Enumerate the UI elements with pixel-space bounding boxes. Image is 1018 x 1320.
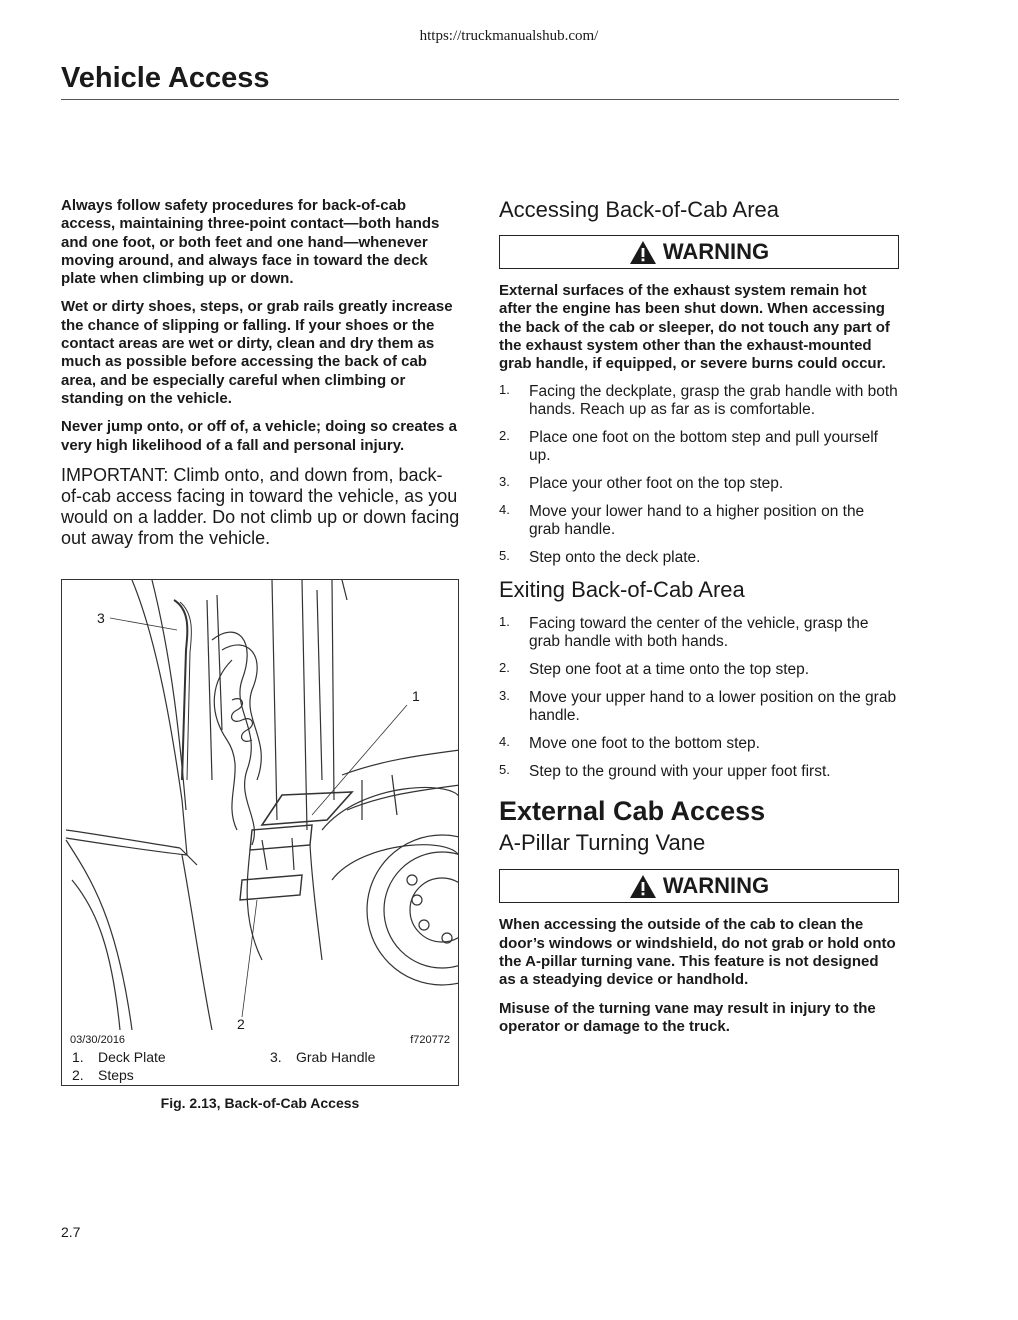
warning-label: WARNING — [662, 239, 770, 264]
important-note: IMPORTANT: Climb onto, and down from, back-of-cab access facing in toward the vehicle, as you would on a ladder. Do not climb up or down facing out away from the vehicle. — [61, 464, 460, 548]
legend-item-steps: 2. Steps — [72, 1067, 134, 1083]
safety-warning-never-jump: Never jump onto, or off of, a vehicle; doing so creates a very high likelihood of a fall and personal injury. — [61, 418, 457, 454]
figure-legend-left — [72, 1048, 166, 1084]
safety-warning-three-point: Always follow safety procedures for back-of-cab access, maintaining three-point contact—both hands and one foot, or both feet and one hand—whenever moving around, and always face in toward the deck plate when climbing up or down. — [61, 197, 440, 288]
back-of-cab-illustration — [62, 580, 459, 1030]
figure-legend-right — [270, 1048, 375, 1066]
figure-back-of-cab — [61, 579, 459, 1086]
list-item: 1. Facing toward the center of the vehicle, grasp the grab handle with both hands. — [499, 614, 869, 651]
list-item: 5. Step onto the deck plate. — [499, 548, 701, 567]
left-column — [61, 197, 461, 549]
callout-3: 3 — [97, 610, 105, 626]
warning-text-misuse: Misuse of the turning vane may result in injury to the operator or damage to the truck. — [499, 999, 876, 1035]
list-item: 2. Step one foot at a time onto the top step. — [499, 660, 810, 679]
list-item: 5. Step to the ground with your upper foot first. — [499, 762, 831, 781]
safety-warning-wet-shoes: Wet or dirty shoes, steps, or grab rails greatly increase the chance of slipping or falling. If your shoes or the contact areas are wet or dirty, clean and dry them as much as possible before accessing the back of cab area, and be especially careful when climbing or standing on the vehicle. — [61, 298, 453, 407]
list-item: 3. Place your other foot on the top step. — [499, 474, 784, 493]
heading-external-cab-access: External Cab Access — [499, 796, 766, 827]
list-item: 1. Facing the deckplate, grasp the grab handle with both hands. Reach up as far as is comfortable. — [499, 382, 898, 419]
list-item: 3. Move your upper hand to a lower position on the grab handle. — [499, 688, 897, 725]
list-item: 4. Move one foot to the bottom step. — [499, 734, 760, 753]
warning-text-exhaust: External surfaces of the exhaust system remain hot after the engine has been shut down. When accessing the back of the cab or sleeper, do not touch any part of the exhaust system other than the exhaust-mounted grab handle, if equipped, or severe burns could occur. — [499, 282, 890, 373]
title-rule — [61, 99, 899, 100]
legend-item-grab-handle: 3. Grab Handle — [270, 1049, 376, 1065]
list-item: 2. Place one foot on the bottom step and pull yourself up. — [499, 428, 878, 465]
figure-date: 03/30/2016 — [70, 1034, 126, 1046]
list-item: 4. Move your lower hand to a higher position on the grab handle. — [499, 502, 865, 539]
heading-a-pillar: A-Pillar Turning Vane — [499, 830, 706, 856]
source-url: https://truckmanualshub.com/ — [419, 28, 599, 44]
callout-1: 1 — [412, 688, 420, 704]
heading-exiting: Exiting Back-of-Cab Area — [499, 577, 745, 603]
warning-banner-a-pillar — [499, 869, 899, 903]
right-column — [499, 197, 899, 1046]
figure-id: f720772 — [410, 1034, 450, 1046]
exiting-steps — [499, 615, 899, 781]
warning-label: WARNING — [662, 873, 770, 899]
accessing-steps — [499, 383, 899, 567]
callout-2: 2 — [237, 1016, 245, 1032]
warning-banner-exhaust — [499, 235, 899, 269]
figure-caption: Fig. 2.13, Back-of-Cab Access — [160, 1095, 360, 1111]
heading-accessing: Accessing Back-of-Cab Area — [499, 197, 780, 222]
legend-item-deck-plate: 1. Deck Plate — [72, 1049, 166, 1065]
warning-triangle-icon — [629, 240, 657, 265]
warning-text-a-pillar: When accessing the outside of the cab to clean the door’s windows or windshield, do not grab or hold onto the A-pillar turning vane. This feature is not designed as a steadying device or handhold. — [499, 916, 896, 989]
warning-triangle-icon — [629, 874, 657, 899]
page-number: 2.7 — [61, 1224, 81, 1240]
page-title: Vehicle Access — [61, 62, 270, 94]
